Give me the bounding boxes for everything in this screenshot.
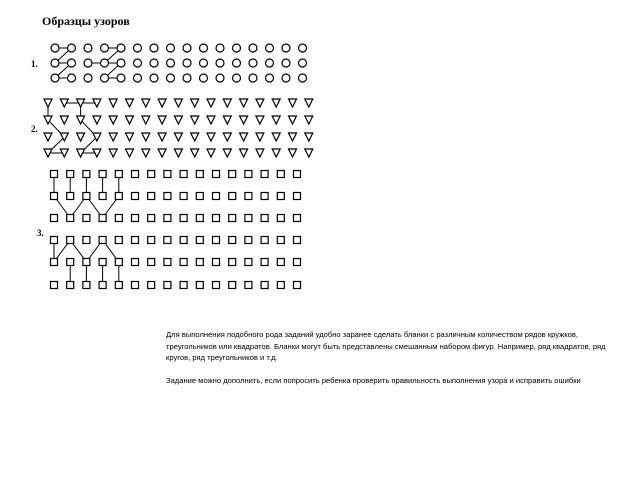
square-cell [67,282,74,289]
circle-cell [183,44,191,52]
square-cell [164,215,171,222]
triangle-cell [305,133,313,141]
square-cell [277,171,284,178]
circle-cell [249,59,257,67]
square-cell [164,171,171,178]
triangle-cell [60,116,68,124]
triangle-cell [126,149,134,157]
triangle-cell [289,116,297,124]
circle-cell [51,59,59,67]
triangle-cell [109,133,117,141]
triangle-cell [223,99,231,107]
circle-cell [117,44,125,52]
square-cell [99,215,106,222]
circle-cell [134,59,142,67]
circle-cell [101,44,109,52]
triangle-cell [272,116,280,124]
triangle-cell [174,149,182,157]
circle-cell [150,44,158,52]
triangle-cell [158,99,166,107]
square-cell [196,215,203,222]
circle-cell [183,59,191,67]
triangle-cell [256,149,264,157]
square-cell [261,237,268,244]
square-cell [67,171,74,178]
square-cell [294,237,301,244]
square-cell [83,259,90,266]
circle-cell [117,74,125,82]
square-cell [229,237,236,244]
triangle-cell [142,149,150,157]
square-cell [148,282,155,289]
triangle-cell [174,99,182,107]
circle-cell [134,44,142,52]
square-cell [277,193,284,200]
square-cell [83,282,90,289]
square-cell [261,193,268,200]
triangle-cell [289,99,297,107]
square-cell [277,237,284,244]
triangle-cell [305,116,313,124]
triangle-cell [207,116,215,124]
square-cell [294,171,301,178]
square-cell [148,171,155,178]
square-cell [196,237,203,244]
circle-cell [216,59,224,67]
circle-cell [150,74,158,82]
square-cell [83,171,90,178]
circle-cell [299,59,307,67]
triangle-cell [191,149,199,157]
circle-cell [266,74,274,82]
square-cell [180,282,187,289]
pattern-number-3: 3. [37,228,44,238]
square-cell [99,237,106,244]
square-cell [180,171,187,178]
circle-cell [299,74,307,82]
square-cell [99,171,106,178]
square-cell [245,193,252,200]
square-cell [83,237,90,244]
square-cell [277,259,284,266]
triangle-cell [158,149,166,157]
square-cell [229,171,236,178]
circle-cell [233,44,241,52]
circle-cell [200,74,208,82]
square-cell [213,237,220,244]
square-cell [213,282,220,289]
triangle-cell [142,99,150,107]
circle-cell [233,74,241,82]
triangle-cell [289,133,297,141]
square-cell [67,215,74,222]
square-cell [196,282,203,289]
square-cell [51,259,58,266]
circle-cell [68,74,76,82]
square-cell [115,237,122,244]
triangle-cell [126,133,134,141]
circle-cell [266,44,274,52]
triangle-cell [223,116,231,124]
circle-cell [51,44,59,52]
circle-cell [150,59,158,67]
triangle-cell [305,149,313,157]
triangle-cell [109,99,117,107]
circle-cell [84,74,92,82]
triangle-cell [126,99,134,107]
square-cell [148,237,155,244]
square-cell [229,193,236,200]
triangle-cell [109,116,117,124]
triangle-cell [109,149,117,157]
square-cell [245,171,252,178]
square-cell [229,215,236,222]
square-cell [196,171,203,178]
triangle-cell [44,133,52,141]
square-cell [180,193,187,200]
square-cell [180,215,187,222]
description-paragraph-1: Для выполнения подобного рода заданий удобно заранее сделать бланки с различным количеством рядов кружков, треугольников или квадратов. Бланки могут быть представлены смешанным набором фигур. Например, ряд квадратов, ряд кругов, ряд треугольников и т.д. [166,330,606,362]
triangle-cell [174,133,182,141]
triangle-cell [223,149,231,157]
triangle-cell [174,116,182,124]
triangle-cell [77,133,85,141]
square-cell [83,193,90,200]
square-cell [99,259,106,266]
circle-cell [233,59,241,67]
circle-cell [167,74,175,82]
square-cell [132,259,139,266]
triangle-cell [240,116,248,124]
square-cell [132,171,139,178]
square-cell [99,193,106,200]
square-cell [245,237,252,244]
square-cell [51,237,58,244]
triangle-cell [191,133,199,141]
square-cell [132,193,139,200]
triangle-cell [142,116,150,124]
circle-cell [167,59,175,67]
triangle-cell [93,116,101,124]
square-cell [261,259,268,266]
circle-cell [68,59,76,67]
circle-cell [249,74,257,82]
pattern-number-1: 1. [31,59,38,69]
circle-cell [84,44,92,52]
square-cell [213,259,220,266]
circle-cell [216,74,224,82]
square-cell [213,193,220,200]
circle-cell [299,44,307,52]
square-cell [245,282,252,289]
square-cell [148,259,155,266]
circle-cell [68,44,76,52]
triangle-cell [142,133,150,141]
square-cell [51,171,58,178]
triangle-cell [289,149,297,157]
triangle-cell [305,99,313,107]
triangle-cell [272,149,280,157]
triangle-cell [240,149,248,157]
square-cell [148,215,155,222]
square-cell [67,237,74,244]
square-cell [51,215,58,222]
square-cell [196,259,203,266]
square-cell [261,171,268,178]
description [166,329,616,387]
square-cell [294,215,301,222]
circle-cell [200,59,208,67]
square-cell [115,215,122,222]
square-cell [294,259,301,266]
square-cell [261,282,268,289]
square-cell [229,259,236,266]
triangle-cell [223,133,231,141]
triangle-cell [256,133,264,141]
square-cell [115,259,122,266]
triangle-cell [207,149,215,157]
square-cell [115,171,122,178]
circle-cell [117,59,125,67]
circle-cell [282,44,290,52]
triangle-cell [256,116,264,124]
square-cell [229,282,236,289]
triangle-cell [272,99,280,107]
circle-cell [101,59,109,67]
triangle-cell [44,99,52,107]
triangle-cell [126,116,134,124]
square-cell [261,215,268,222]
triangle-cell [191,116,199,124]
square-cell [277,282,284,289]
square-cell [164,259,171,266]
circle-cell [134,74,142,82]
square-cell [164,193,171,200]
page-title: Образцы узоров [42,14,130,28]
description-paragraph-2: Задание можно дополнить, если попросить ребенка проверить правильность выполнения узора и исправить ошибки [166,376,581,385]
square-cell [99,282,106,289]
circle-cell [51,74,59,82]
circle-cell [183,74,191,82]
circle-cell [167,44,175,52]
square-cell [132,282,139,289]
circle-cell [249,44,257,52]
square-cell [51,193,58,200]
triangle-cell [272,133,280,141]
square-cell [277,215,284,222]
square-cell [164,282,171,289]
square-cell [213,171,220,178]
triangle-cell [158,116,166,124]
triangle-cell [240,99,248,107]
square-cell [83,215,90,222]
triangle-cell [256,99,264,107]
circle-cell [101,74,109,82]
circle-cell [84,59,92,67]
triangle-cell [207,99,215,107]
square-cell [67,259,74,266]
square-cell [294,282,301,289]
circle-cell [282,74,290,82]
square-cell [132,237,139,244]
square-cell [213,215,220,222]
square-cell [67,193,74,200]
square-cell [245,259,252,266]
triangle-cell [240,133,248,141]
square-cell [115,282,122,289]
square-cell [115,193,122,200]
circle-cell [282,59,290,67]
square-cell [294,193,301,200]
square-cell [196,193,203,200]
square-cell [245,215,252,222]
square-cell [51,282,58,289]
triangle-cell [158,133,166,141]
circle-cell [266,59,274,67]
square-cell [180,237,187,244]
triangle-cell [207,133,215,141]
square-cell [132,215,139,222]
square-cell [180,259,187,266]
pattern-number-2: 2. [31,124,38,134]
circle-cell [200,44,208,52]
circle-cell [216,44,224,52]
square-cell [148,193,155,200]
square-cell [164,237,171,244]
triangle-cell [191,99,199,107]
